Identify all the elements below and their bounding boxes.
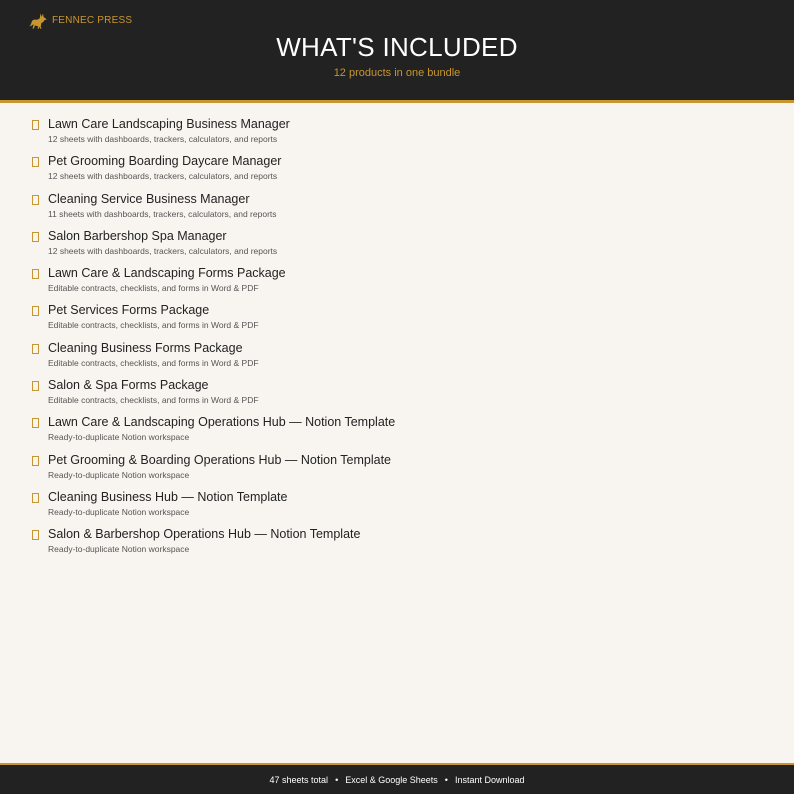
checkbox-icon bbox=[32, 120, 39, 130]
footer-delivery: Instant Download bbox=[454, 774, 525, 785]
item-title: Cleaning Business Hub — Notion Template bbox=[48, 489, 288, 504]
checkbox-icon bbox=[32, 456, 39, 466]
list-item bbox=[32, 153, 395, 190]
list-item bbox=[32, 116, 395, 153]
item-description: Ready-to-duplicate Notion workspace bbox=[48, 432, 190, 443]
checkbox-icon bbox=[32, 381, 39, 391]
list-item bbox=[32, 228, 395, 265]
item-description: 12 sheets with dashboards, trackers, calculators, and reports bbox=[48, 134, 278, 144]
checkbox-icon bbox=[32, 269, 39, 279]
checkbox-icon bbox=[32, 195, 39, 205]
item-description: Ready-to-duplicate Notion workspace bbox=[48, 544, 190, 555]
item-description: Editable contracts, checklists, and forms in Word & PDF bbox=[48, 320, 259, 331]
item-description: Editable contracts, checklists, and forms in Word & PDF bbox=[48, 395, 259, 406]
item-title: Lawn Care & Landscaping Forms Package bbox=[48, 266, 286, 281]
footer-sheets-total: 47 sheets total bbox=[269, 774, 329, 785]
checkbox-icon bbox=[32, 306, 39, 316]
checkbox-icon bbox=[32, 157, 39, 167]
footer-separator: • bbox=[444, 774, 448, 785]
checkbox-icon bbox=[32, 232, 39, 242]
checkbox-icon bbox=[32, 530, 39, 540]
item-title: Salon & Spa Forms Package bbox=[48, 378, 209, 393]
list-item bbox=[32, 302, 395, 339]
item-title: Salon & Barbershop Operations Hub — Notion Template bbox=[48, 527, 361, 542]
item-description: Ready-to-duplicate Notion workspace bbox=[48, 469, 190, 480]
list-item bbox=[32, 526, 395, 563]
item-description: Editable contracts, checklists, and forms in Word & PDF bbox=[48, 283, 259, 294]
list-item bbox=[32, 377, 395, 414]
checkbox-icon bbox=[32, 418, 39, 428]
item-title: Lawn Care & Landscaping Operations Hub — Notion Template bbox=[48, 415, 396, 430]
checkbox-icon bbox=[32, 344, 39, 354]
item-title: Lawn Care Landscaping Business Manager bbox=[48, 117, 290, 131]
list-item bbox=[32, 489, 395, 526]
item-title: Pet Grooming & Boarding Operations Hub — Notion Template bbox=[48, 452, 392, 467]
item-description: 12 sheets with dashboards, trackers, calculators, and reports bbox=[48, 171, 278, 182]
included-products-list bbox=[32, 116, 395, 564]
item-title: Pet Grooming Boarding Daycare Manager bbox=[48, 154, 282, 169]
header-banner bbox=[0, 0, 794, 100]
footer-formats: Excel & Google Sheets bbox=[345, 774, 438, 785]
item-title: Pet Services Forms Package bbox=[48, 303, 210, 318]
list-item bbox=[32, 340, 395, 377]
item-title: Cleaning Business Forms Package bbox=[48, 340, 243, 355]
list-item bbox=[32, 191, 395, 228]
footer-separator: • bbox=[335, 774, 339, 785]
checkbox-icon bbox=[32, 493, 39, 503]
item-description: 11 sheets with dashboards, trackers, calculators, and reports bbox=[48, 208, 277, 219]
item-description: Ready-to-duplicate Notion workspace bbox=[48, 506, 190, 517]
item-title: Cleaning Service Business Manager bbox=[48, 191, 250, 206]
page-title: WHAT'S INCLUDED bbox=[276, 32, 518, 62]
item-title: Salon Barbershop Spa Manager bbox=[48, 228, 227, 243]
fox-icon bbox=[28, 12, 47, 30]
list-item bbox=[32, 265, 395, 302]
footer-bar bbox=[0, 765, 794, 794]
header-divider bbox=[0, 100, 794, 103]
item-description: 12 sheets with dashboards, trackers, calculators, and reports bbox=[48, 245, 278, 256]
brand bbox=[28, 12, 132, 30]
list-item bbox=[32, 452, 395, 489]
item-description: Editable contracts, checklists, and forms in Word & PDF bbox=[48, 357, 259, 368]
list-item bbox=[32, 414, 395, 451]
brand-name: FENNEC PRESS bbox=[52, 15, 133, 26]
page-subtitle: 12 products in one bundle bbox=[333, 67, 461, 79]
